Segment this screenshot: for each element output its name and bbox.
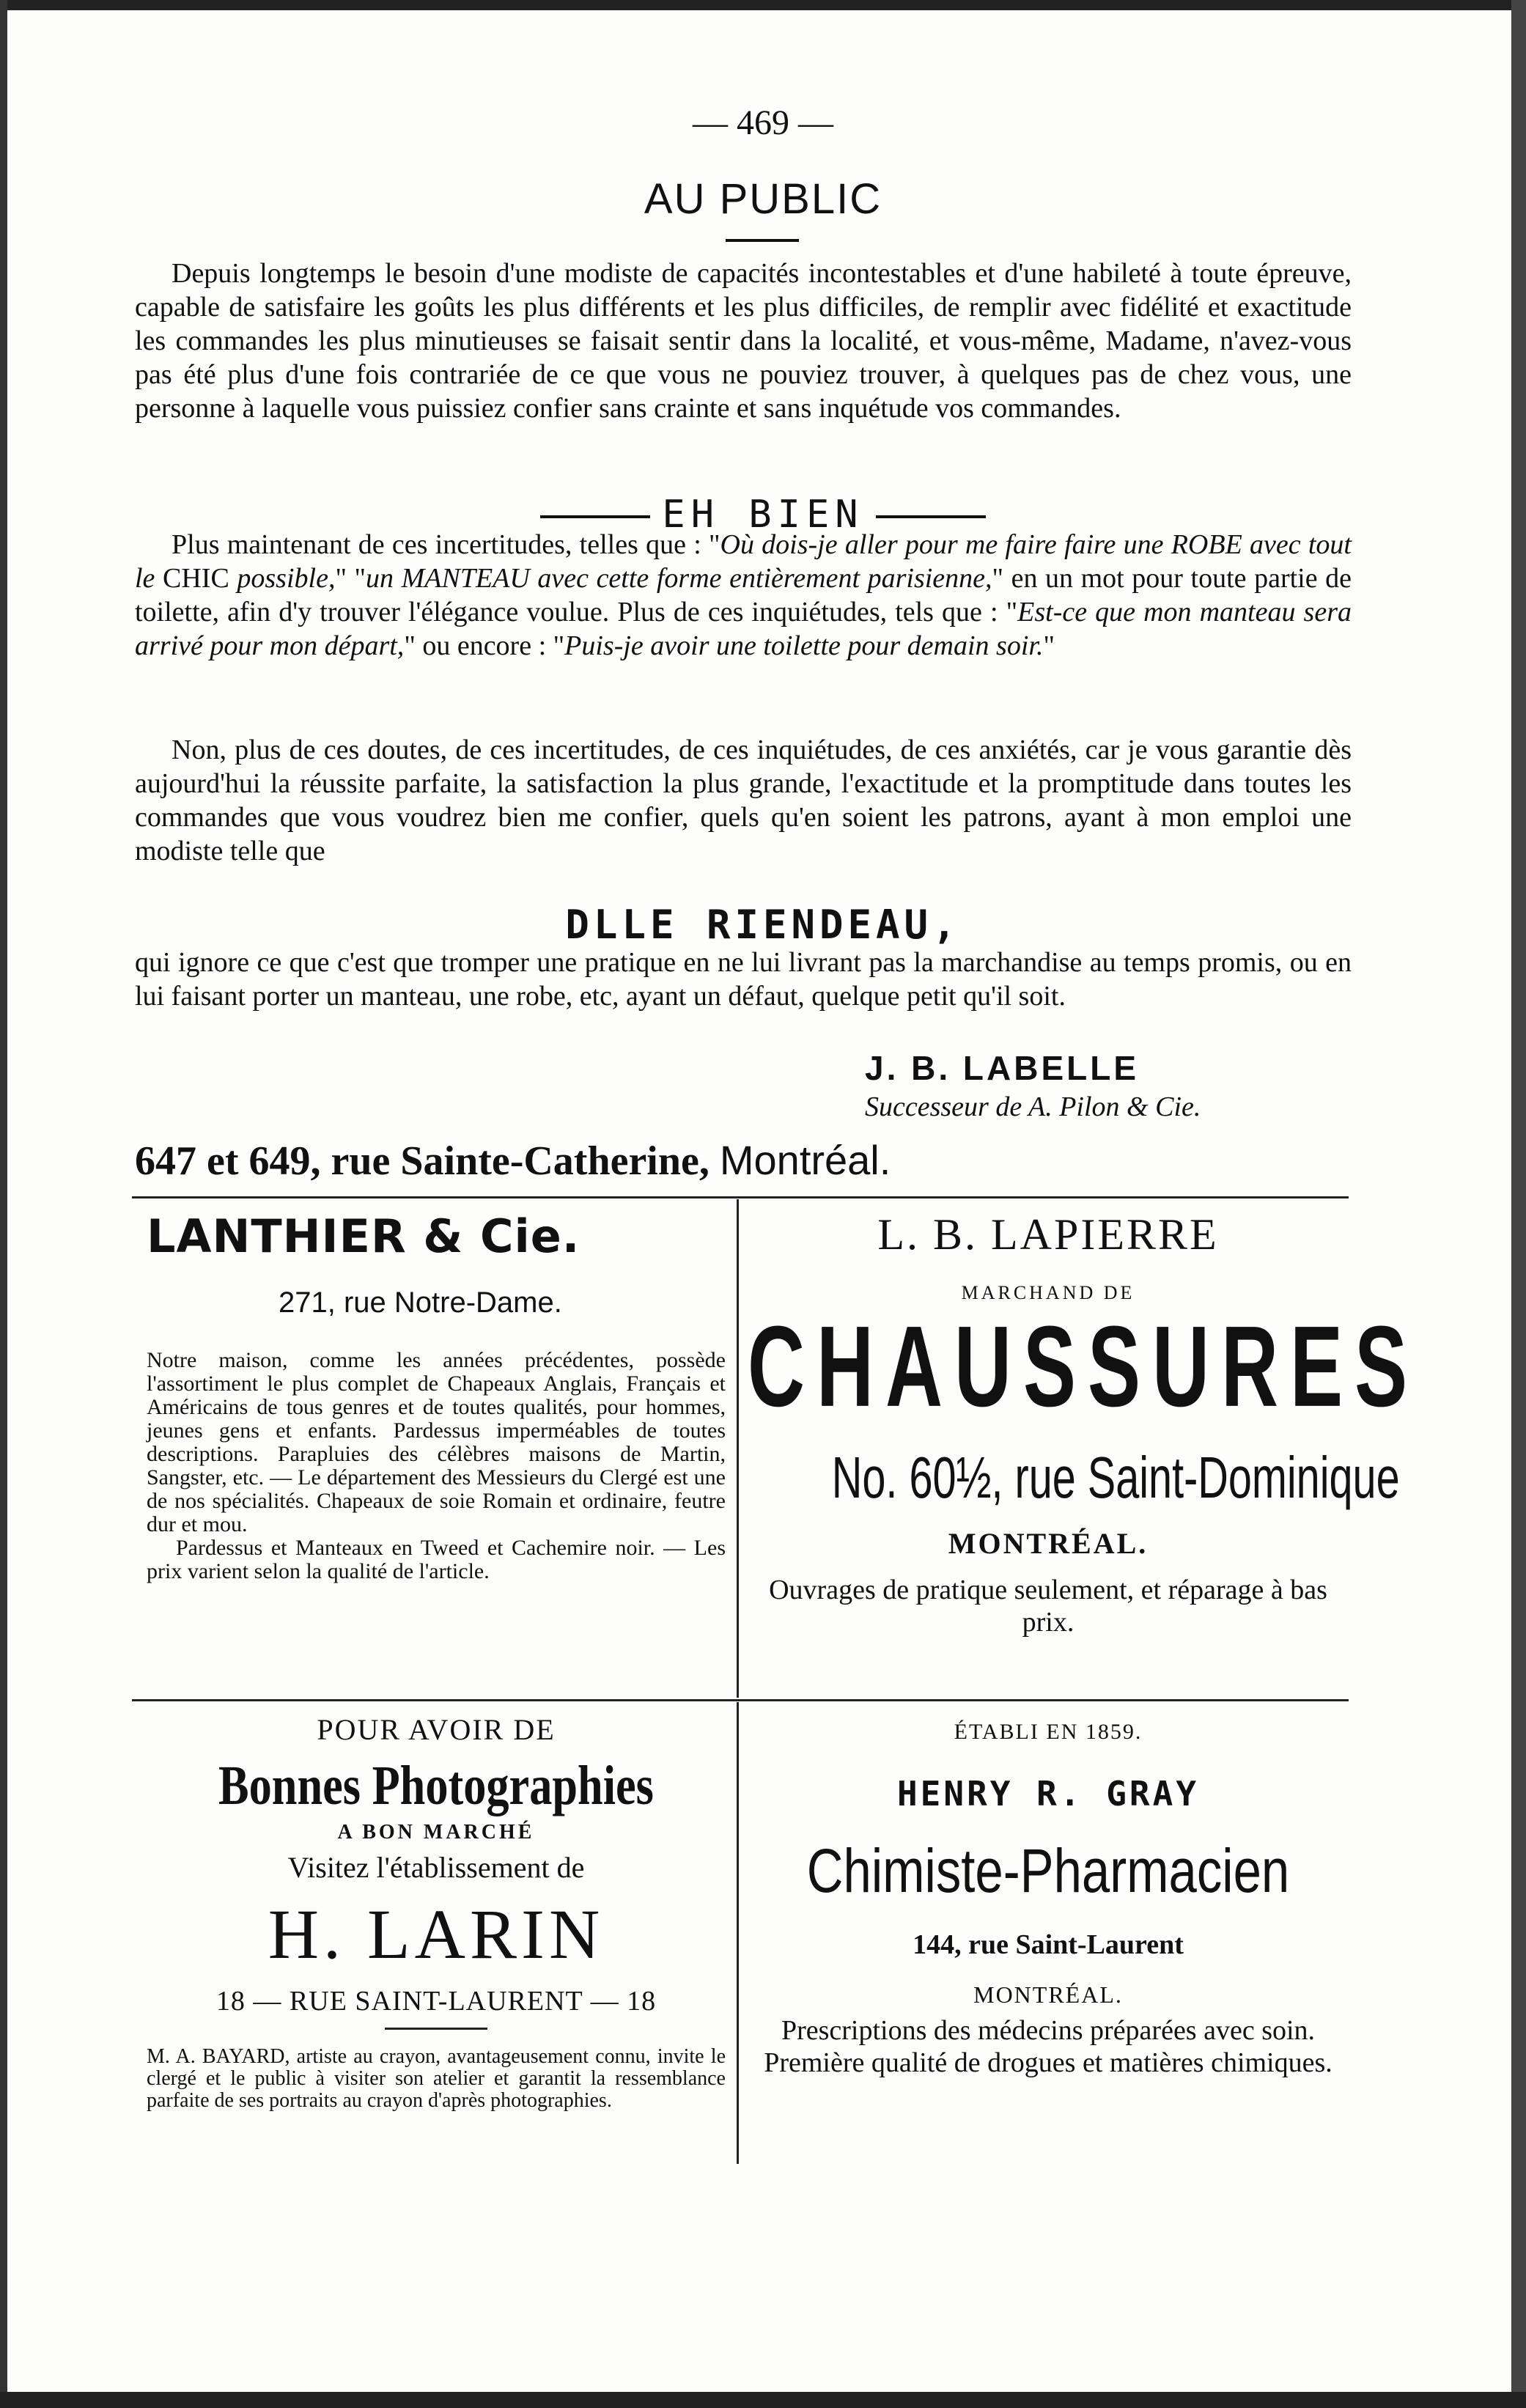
ad-larin-line4: Visitez l'établissement de bbox=[287, 1851, 585, 1884]
italic-run: Puis-je avoir une toilette pour demain soir. bbox=[564, 630, 1044, 661]
text-run: " " bbox=[335, 563, 366, 594]
scan-edge-right bbox=[1511, 0, 1526, 2408]
text-run: Plus maintenant de ces incertitudes, telles que : " bbox=[172, 529, 720, 560]
chic-word: CHIC bbox=[163, 563, 229, 594]
ad-larin-line1: POUR AVOIR DE bbox=[317, 1713, 556, 1746]
second-text bbox=[135, 528, 1352, 663]
right-dash bbox=[876, 515, 986, 518]
italic-run: Est-ce que mon manteau sera arrivé pour mon départ, bbox=[135, 597, 1352, 661]
ad-larin-line2: Bonnes Photographies bbox=[218, 1755, 654, 1816]
page-number: — 469 — bbox=[693, 103, 833, 142]
text-run: " en un mot pour toute partie de toilette, afin d'y trouver l'élégance voulue. Plus de ces inquiétudes, tels que : " bbox=[135, 563, 1352, 627]
eh-bien-text: EH BIEN bbox=[662, 493, 864, 537]
ad-gray-line1: ÉTABLI EN 1859. bbox=[954, 1720, 1143, 1744]
title-rule bbox=[726, 239, 799, 242]
ad-lapierre-desc: Ouvrages de pratique seulement, et réparage à bas prix. bbox=[769, 1575, 1327, 1638]
ad-gray bbox=[748, 1720, 1349, 2079]
ad-gray-profession: Chimiste-Pharmacien bbox=[806, 1836, 1290, 1905]
ad-gray-city: MONTRÉAL. bbox=[973, 1981, 1123, 2008]
italic-run: possible, bbox=[237, 563, 336, 594]
third-paragraph bbox=[135, 733, 1352, 868]
ad-larin-name: H. LARIN bbox=[268, 1895, 605, 1973]
second-paragraph bbox=[135, 528, 1352, 663]
ad-lanthier-desc2: Pardessus et Manteaux en Tweed et Cachemire noir. — Les prix varient selon la qualité de l'article. bbox=[147, 1536, 726, 1583]
successor-line: Successeur de A. Pilon & Cie. bbox=[865, 1091, 1201, 1122]
intro-text: Depuis longtemps le besoin d'une modiste de capacités incontestables et d'une habileté à toute épreuve, capable de satisfaire les goûts les plus différents et les plus difficiles, de remplir avec fidélité et exactitude les commandes les plus minutieuses se faisait sentir dans la localité, et vous-même, Madame, n'avez-vous pas été plus d'une fois contrariée de ce que vous ne pouviez trouver, à quelques pas de chez vous, une personne à laquelle vous puissiez confier sans crainte et sans inquétude vos commandes. bbox=[135, 258, 1352, 424]
ad-lapierre-city: MONTRÉAL. bbox=[948, 1527, 1149, 1560]
ad-lanthier bbox=[147, 1209, 726, 1583]
ad-lanthier-desc: Notre maison, comme les années précédentes, possède l'assortiment le plus complet de Chapeaux Anglais, Français et Américains de tous genres et de toutes qualités, pour hommes, jeunes gens et enfants. Pardessus imperméables de toutes descriptions. Parapluies des célèbres maisons de Martin, Sangster, etc. — Le département des Messieurs du Clergé est une de nos spécialités. Chapeaux de soie Romain et ordinaire, feutre dur et mou. bbox=[147, 1348, 726, 1536]
italic-run: un MANTEAU avec cette forme entièrement parisienne, bbox=[366, 563, 992, 594]
left-dash bbox=[540, 515, 650, 518]
ad-lanthier-name: LANTHIER & Cie. bbox=[147, 1209, 580, 1263]
third-text: Non, plus de ces doutes, de ces incertitudes, de ces inquiétudes, de ces anxiétés, car je vous garantie dès aujourd'hui la réussite parfaite, la satisfaction la plus grande, l'exactitude et la promptitude dans toutes les commandes que vous voudrez bien me confier, quels qu'en soient les patrons, ayant à mon emploi une modiste telle que bbox=[135, 734, 1352, 866]
ad-larin-address: 18 — RUE SAINT-LAURENT — 18 bbox=[215, 1986, 657, 2017]
ad-gray-street: 144, rue Saint-Laurent bbox=[913, 1929, 1184, 1960]
scan-edge-bottom bbox=[0, 2392, 1526, 2408]
ad-lapierre-name: L. B. LAPIERRE bbox=[877, 1210, 1219, 1259]
ad-larin-desc: M. A. BAYARD, artiste au crayon, avantageusement connu, invite le clergé et le public à visiter son atelier et garantit la ressemblance parfaite de ses portraits au crayon d'après photographies. bbox=[147, 2045, 726, 2112]
ad-lapierre-big: CHAUSSURES bbox=[748, 1301, 1420, 1431]
text-run: " bbox=[1043, 630, 1055, 661]
fourth-paragraph bbox=[135, 946, 1352, 1013]
column-divider bbox=[737, 1199, 739, 1698]
intro-paragraph bbox=[135, 257, 1352, 425]
scan-edge-top bbox=[0, 0, 1526, 10]
scan-edge-left bbox=[0, 0, 7, 2408]
ad-larin bbox=[147, 1712, 726, 2112]
page-title: AU PUBLIC bbox=[644, 175, 882, 223]
italic-run: Où dois-je aller pour me faire faire une ROBE avec tout le bbox=[135, 529, 1352, 594]
ad-gray-name: HENRY R. GRAY bbox=[896, 1774, 1200, 1814]
section-divider bbox=[132, 1699, 1349, 1701]
column-divider bbox=[737, 1702, 739, 2164]
signature: J. B. LABELLE bbox=[865, 1049, 1140, 1087]
ad-lapierre-sub: MARCHAND DE bbox=[961, 1282, 1135, 1303]
street-address: 647 et 649, rue Sainte-Catherine, bbox=[135, 1138, 709, 1184]
text-run: " ou encore : " bbox=[404, 630, 565, 661]
fourth-text: qui ignore ce que c'est que tromper une pratique en ne lui livrant pas la marchandise au temps promis, ou en lui faisant porter un manteau, une robe, etc, ayant un défaut, quelque petit qu'il soit. bbox=[135, 947, 1352, 1012]
ad-larin-line3: A BON MARCHÉ bbox=[337, 1821, 535, 1844]
ad-larin-rule bbox=[385, 2028, 487, 2030]
ad-gray-desc: Prescriptions des médecins préparées avec soin. Première qualité de drogues et matières chimiques. bbox=[764, 2015, 1333, 2078]
ad-lanthier-street: 271, rue Notre-Dame. bbox=[279, 1286, 562, 1319]
ad-lapierre-street: No. 60½, rue Saint-Dominique bbox=[831, 1445, 1400, 1510]
city-name: Montréal. bbox=[719, 1137, 891, 1183]
shop-address bbox=[135, 1136, 891, 1185]
ad-lapierre bbox=[748, 1209, 1420, 1638]
modiste-name: DLLE RIENDEAU, bbox=[565, 902, 961, 948]
section-divider bbox=[132, 1196, 1349, 1199]
